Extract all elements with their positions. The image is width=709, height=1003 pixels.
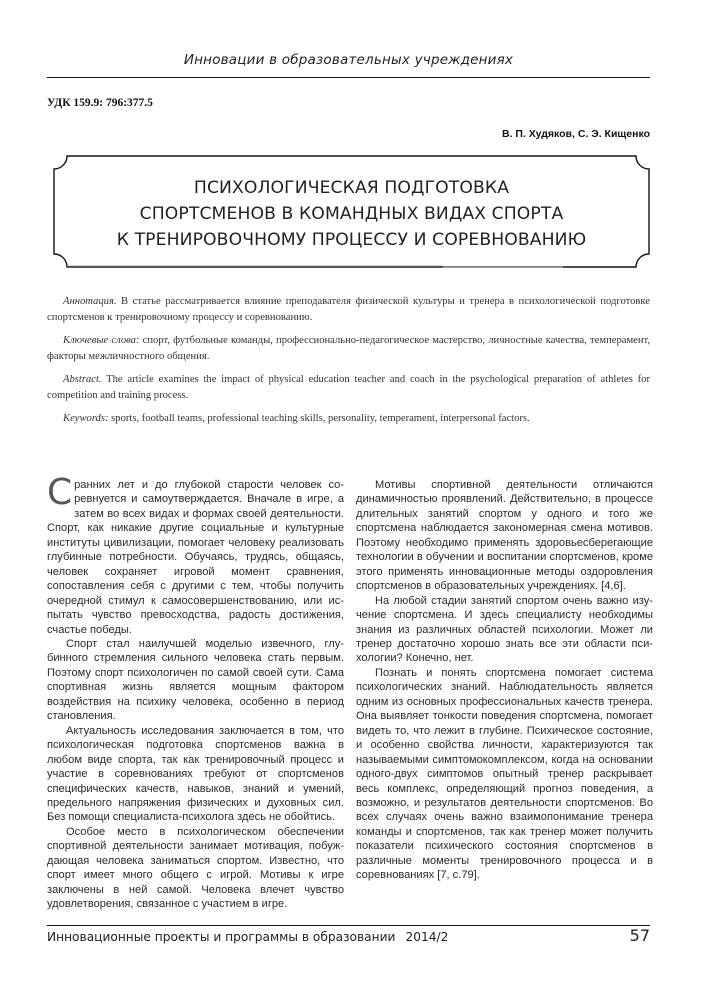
journal-name: Инновационные проекты и программы в образовании [47,930,396,944]
body-paragraph: На любой стадии занятий спортом очень важно изучение спортсмена. И здесь специалисту необходимы знания из различных областей психологии. Может ли тренер достаточно хорошо знать все эти области психологии? Конечно, нет. [356,594,653,665]
annotation-label: Аннотация. [63,296,117,307]
abstract-section [47,294,650,435]
title-line: ПСИХОЛОГИЧЕСКАЯ ПОДГОТОВКА [193,178,510,198]
title-box [53,155,650,268]
body-paragraph: Мотивы спортивной деятельности отличаются динамичностью проявлений. Действительно, в процессе длительных занятий спортом у одного и того же спортсмена наблюдается закономерная смена мотивов. Поэтому необходимо применять здоровьесберегающие технологии в обучении и воспитании спортсменов, кроме этого применять инновационные методы оздоровления спортсменов в образовательных учреждениях. [4,6]. [356,479,653,593]
article-title [53,175,650,253]
annotation-ru [47,294,650,325]
drop-cap: С [47,472,73,513]
keywords-ru [47,333,650,364]
body-paragraph [47,472,344,637]
journal-issue: 2014/2 [405,930,449,944]
footer-journal [47,930,448,944]
abstract-en-label: Abstract. [63,374,102,385]
authors: В. П. Худяков, С. Э. Кищенко [501,128,650,140]
body-column-left [47,472,344,912]
keywords-ru-text: спорт, футбольные команды, профессионально-педагогическое мастерство, личностные качества, темперамент, факторы межличностного общения. [47,335,651,362]
running-head: Инновации в образовательных учреждениях [183,52,514,68]
title-line: К ТРЕНИРОВОЧНОМУ ПРОЦЕССУ И СОРЕВНОВАНИЮ [116,230,587,250]
keywords-en [47,411,650,427]
keywords-en-label: Keywords: [63,413,109,424]
body-paragraph: Спорт стал наилучшей моделью извечного, глубинного стремления сильного человека стать первым. Поэтому спорт психологичен по самой своей сути. Сама спортивная жизнь является мощным фактором воздействия на психику человека, особенно в период становления. [47,637,344,723]
body-paragraph: Познать и понять спортсмена помогает система психологических знаний. Наблюдательность является одним из основных профессиональных качеств тренера. Она выявляет тонкости поведения спортсмена, помогает видеть то, что лежит в глубине. Психическое состояние, и особенно свойства личности, характеризуются так называемыми симптомокомплексом, когда на основании одного-двух симптомов опытный тренер раскрывает весь комплекс, определяющий прогноз поведения, а возможно, и результатов деятельности спортсменов. Во всех случаях очень важно взаимопонимание тренера команды и спортсменов, так как тренер может получить показатели психического состояния спортсменов в различные моменты тренировочного процесса и в соревнованиях [7, с.79]. [356,666,653,882]
keywords-en-text: sports, football teams, professional teaching skills, personality, temperament, interpersonal factors. [108,413,530,424]
abstract-en [47,372,650,403]
running-head-rule [47,77,650,78]
abstract-en-text: The article examines the impact of physical education teacher and coach in the psychological preparation of athletes for competition and training process. [47,374,650,401]
body-column-right [356,478,653,883]
footer-rule [47,925,650,926]
body-paragraph: Особое место в психологическом обеспечении спортивной деятельности занимает мотивация, побуждающая человека заниматься спортом. Известно, что спорт имеет много общего с игрой. Мотивы к игре заключены в ней самой. Человека влечет чувство удовлетворения, связанное с участием в игре. [47,825,344,911]
title-line: СПОРТСМЕНОВ В КОМАНДНЫХ ВИДАХ СПОРТА [139,204,564,224]
keywords-ru-label: Ключевые слова: [63,335,140,346]
page-number: 57 [629,926,650,945]
paragraph-text: ранних лет и до глубокой старости человек соревнуется и самоутверждается. Вначале в игре, а затем во всех видах и формах своей деятельности. Спорт, как никакие другие социальные и культурные институты цивилизации, помогает человеку реализовать глубинные потребности. Обучаясь, трудясь, общаясь, человек сохраняет игровой момент сравнения, сопоставления себя с другими с тем, чтобы получить очередной стимул к самосовершенствованию, или испытать чувство превосходства, радость достижения, счастье победы. [47,479,344,636]
body-paragraph: Актуальность исследования заключается в том, что психологическая подготовка спортсменов важна в любом виде спорта, так как тренировочный процесс и участие в соревнованиях требуют от спортсменов специфических качеств, навыков, знаний и умений, предельного напряжения физических и духовных сил. Без помощи специалиста-психолога здесь не обойтись. [47,724,344,824]
annotation-text: В статье рассматривается влияние преподавателя физической культуры и тренера в психологической подготовке спортсменов к тренировочному процессу и соревнованию. [47,296,650,323]
udk-code: УДК 159.9: 796:377.5 [47,97,153,109]
